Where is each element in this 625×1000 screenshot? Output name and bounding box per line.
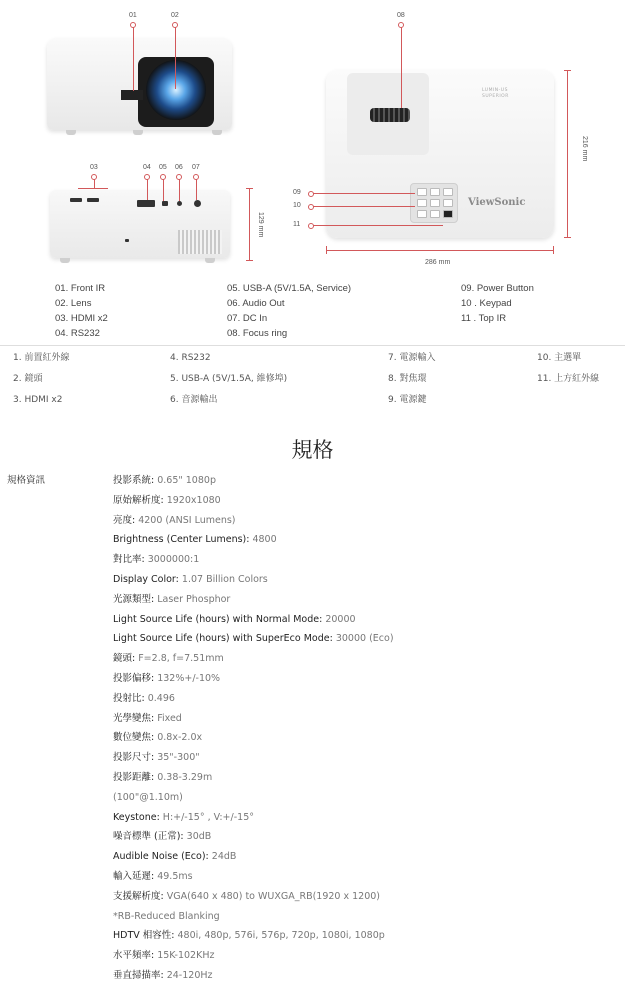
spec-row bbox=[113, 949, 214, 963]
legend-item: 11. 上方紅外線 bbox=[537, 374, 600, 384]
legend-item: 02. Lens bbox=[55, 298, 92, 309]
callout-dot bbox=[308, 223, 314, 229]
spec-row bbox=[113, 672, 220, 686]
spec-row bbox=[113, 593, 230, 607]
legend-item: 3. HDMI x2 bbox=[13, 395, 63, 405]
callout-07: 07 bbox=[192, 164, 200, 171]
callout-line bbox=[175, 27, 176, 89]
width-dimension-line bbox=[326, 250, 554, 251]
legend-zh-col1 bbox=[13, 352, 69, 415]
spec-key: Keystone: bbox=[113, 811, 160, 823]
spec-value: H:+/-15° , V:+/-15° bbox=[159, 811, 254, 823]
spec-key: 水平頻率: bbox=[113, 950, 155, 962]
brand-logo: ViewSonic bbox=[468, 197, 526, 208]
spec-row bbox=[113, 751, 200, 765]
spec-key: 投影距離: bbox=[113, 772, 155, 783]
key bbox=[443, 199, 453, 207]
spec-value: VGA(640 x 480) to WUXGA_RB(1920 x 1200) bbox=[163, 890, 381, 902]
dimension-tick bbox=[246, 188, 253, 189]
callout-line bbox=[313, 225, 443, 226]
spec-key: 數位變焦: bbox=[113, 732, 155, 744]
dimension-tick bbox=[564, 70, 571, 71]
spec-value: 1.07 Billion Colors bbox=[178, 574, 268, 585]
callout-line bbox=[196, 179, 197, 200]
spec-row bbox=[113, 533, 277, 547]
front-ir-sensor bbox=[121, 90, 143, 100]
keypad bbox=[410, 183, 458, 223]
spec-value: 30dB bbox=[183, 831, 212, 843]
key bbox=[430, 188, 440, 196]
legend-en-col1 bbox=[55, 281, 108, 341]
spec-row bbox=[113, 890, 380, 904]
callout-09: 09 bbox=[293, 189, 301, 196]
height-dimension-line bbox=[249, 188, 250, 261]
legend-item: 7. 電源輸入 bbox=[388, 353, 436, 363]
spec-key: 噪音標準 (正常): bbox=[113, 831, 184, 843]
spec-key: 鏡頭: bbox=[113, 653, 136, 665]
top-ir-sensor bbox=[443, 210, 453, 218]
dimension-tick bbox=[564, 237, 571, 238]
legend-item: 8. 對焦環 bbox=[388, 374, 427, 384]
legend-en-col3 bbox=[461, 281, 534, 326]
top-logo-line: LUMIN-US bbox=[482, 88, 508, 93]
spec-value: 4200 (ANSI Lumens) bbox=[135, 514, 236, 526]
spec-value: 0.38-3.29m bbox=[154, 772, 213, 783]
legend-item: 11 . Top IR bbox=[461, 313, 507, 324]
spec-row bbox=[113, 652, 224, 666]
spec-value: 132%+/-10% bbox=[154, 673, 221, 684]
callout-06: 06 bbox=[175, 164, 183, 171]
legend-item: 01. Front IR bbox=[55, 283, 106, 294]
legend-item: 2. 鏡頭 bbox=[13, 374, 43, 384]
vent-grille bbox=[178, 230, 222, 254]
spec-value: 4800 bbox=[249, 534, 277, 546]
spec-value: Fixed bbox=[154, 712, 182, 724]
divider bbox=[0, 345, 625, 346]
callout-line bbox=[163, 179, 164, 201]
key bbox=[417, 199, 427, 207]
callout-line bbox=[313, 206, 415, 207]
legend-item: 09. Power Button bbox=[461, 283, 534, 294]
dimension-tick bbox=[326, 246, 327, 254]
spec-row bbox=[113, 613, 356, 627]
callout-dot bbox=[308, 191, 314, 197]
width-dimension: 286 mm bbox=[425, 259, 451, 266]
spec-row bbox=[113, 870, 193, 884]
legend-item: 1. 前置紅外線 bbox=[13, 353, 70, 363]
spec-key: 光源類型: bbox=[113, 593, 155, 605]
key bbox=[443, 188, 453, 196]
usb-port bbox=[162, 201, 168, 206]
spec-value: 15K-102KHz bbox=[154, 950, 215, 962]
spec-row bbox=[113, 573, 268, 587]
spec-key: Light Source Life (hours) with Normal Mode: bbox=[113, 613, 323, 625]
dimension-tick bbox=[553, 246, 554, 254]
spec-key: 投影尺寸: bbox=[113, 752, 155, 764]
lock-slot bbox=[125, 239, 129, 242]
legend-item: 6. 音源輸出 bbox=[170, 395, 218, 405]
foot bbox=[133, 130, 143, 135]
foot bbox=[212, 130, 222, 135]
spec-key: 亮度: bbox=[113, 514, 136, 526]
spec-row bbox=[113, 494, 221, 508]
callout-02: 02 bbox=[171, 12, 179, 19]
spec-row bbox=[113, 692, 175, 706]
spec-row bbox=[113, 514, 236, 528]
legend-item: 08. Focus ring bbox=[227, 328, 288, 339]
spec-value: 1920x1080 bbox=[163, 494, 221, 506]
key bbox=[417, 188, 427, 196]
spec-row bbox=[113, 830, 211, 844]
depth-dimension: 216 mm bbox=[581, 136, 588, 162]
height-dimension: 129 mm bbox=[257, 212, 264, 238]
spec-key: Light Source Life (hours) with SuperEco Mode: bbox=[113, 633, 333, 645]
rs232-port bbox=[137, 200, 155, 207]
spec-value: *RB-Reduced Blanking bbox=[113, 910, 220, 922]
spec-value: (100"@1.10m) bbox=[113, 791, 183, 803]
key bbox=[430, 210, 440, 218]
spec-key: 原始解析度: bbox=[113, 494, 164, 506]
callout-line bbox=[401, 27, 402, 108]
spec-value: 30000 (Eco) bbox=[332, 633, 394, 645]
spec-key: 投射比: bbox=[113, 692, 145, 704]
callout-line bbox=[313, 193, 415, 194]
legend-item: 06. Audio Out bbox=[227, 298, 285, 309]
legend-item: 10 . Keypad bbox=[461, 298, 512, 309]
spec-value: 3000000:1 bbox=[144, 554, 200, 566]
spec-row bbox=[113, 553, 199, 567]
legend-item: 04. RS232 bbox=[55, 328, 100, 339]
legend-item: 05. USB-A (5V/1.5A, Service) bbox=[227, 283, 352, 294]
foot bbox=[60, 258, 70, 263]
spec-value: 24dB bbox=[208, 851, 237, 863]
spec-value: 0.8x-2.0x bbox=[154, 732, 203, 744]
spec-row bbox=[113, 731, 202, 745]
legend-en-col2 bbox=[227, 281, 351, 341]
hdmi-port bbox=[87, 198, 99, 202]
legend-item: 10. 主選單 bbox=[537, 353, 582, 363]
spec-key: 光學變焦: bbox=[113, 712, 155, 724]
spec-key: 垂直掃描率: bbox=[113, 970, 164, 981]
spec-value: 480i, 480p, 576i, 576p, 720p, 1080i, 1080p bbox=[174, 930, 385, 942]
spec-key: Audible Noise (Eco): bbox=[113, 851, 209, 863]
spec-key: 對比率: bbox=[113, 554, 145, 566]
spec-row bbox=[113, 969, 213, 983]
spec-value: 49.5ms bbox=[154, 871, 193, 882]
key bbox=[417, 210, 427, 218]
spec-key: Display Color: bbox=[113, 574, 179, 585]
hdmi-port bbox=[70, 198, 82, 202]
callout-11: 11 bbox=[293, 221, 301, 228]
spec-row bbox=[113, 712, 182, 726]
spec-value: 20000 bbox=[322, 613, 356, 625]
legend-zh-col2 bbox=[170, 352, 287, 415]
legend-item: 03. HDMI x2 bbox=[55, 313, 108, 324]
spec-value: 0.496 bbox=[144, 692, 175, 704]
callout-10: 10 bbox=[293, 202, 301, 209]
callout-dot bbox=[308, 204, 314, 210]
callout-04: 04 bbox=[143, 164, 151, 171]
foot bbox=[205, 258, 215, 263]
foot bbox=[66, 130, 76, 135]
spec-row bbox=[113, 474, 216, 488]
spec-value: 24-120Hz bbox=[163, 970, 213, 981]
spec-key: HDTV 相容性: bbox=[113, 930, 175, 942]
spec-value: 35"-300" bbox=[154, 752, 200, 764]
spec-key: 投影偏移: bbox=[113, 673, 155, 684]
spec-key: 輸入延遲: bbox=[113, 871, 155, 882]
lens-icon bbox=[146, 60, 206, 120]
dimension-tick bbox=[246, 260, 253, 261]
spec-key: 支援解析度: bbox=[113, 890, 164, 902]
spec-row bbox=[113, 791, 183, 805]
callout-line bbox=[78, 188, 108, 189]
callout-line bbox=[133, 27, 134, 91]
callout-05: 05 bbox=[159, 164, 167, 171]
spec-value: 0.65" 1080p bbox=[154, 475, 216, 486]
legend-item: 5. USB-A (5V/1.5A, 維修埠) bbox=[170, 374, 288, 384]
spec-row bbox=[113, 771, 212, 785]
callout-line bbox=[147, 179, 148, 200]
legend-item: 9. 電源鍵 bbox=[388, 395, 427, 405]
callout-line bbox=[94, 179, 95, 189]
spec-row bbox=[113, 910, 220, 924]
spec-section-label: 規格資訊 bbox=[7, 475, 46, 486]
spec-row bbox=[113, 811, 254, 825]
key bbox=[430, 199, 440, 207]
spec-row bbox=[113, 929, 385, 943]
legend-zh-col3 bbox=[388, 352, 435, 415]
callout-line bbox=[179, 179, 180, 201]
focus-ring bbox=[370, 108, 410, 122]
spec-row bbox=[113, 850, 236, 864]
spec-key: Brightness (Center Lumens): bbox=[113, 534, 250, 546]
dc-in-port bbox=[194, 200, 201, 207]
spec-title: 規格 bbox=[291, 438, 334, 462]
spec-row bbox=[113, 632, 394, 646]
spec-value: Laser Phosphor bbox=[154, 593, 231, 605]
legend-zh-col4 bbox=[537, 352, 599, 394]
spec-value: F=2.8, f=7.51mm bbox=[135, 653, 224, 665]
depth-dimension-line bbox=[567, 70, 568, 238]
top-logo-line: SUPERIOR bbox=[482, 94, 509, 99]
audio-port bbox=[177, 201, 182, 206]
callout-03: 03 bbox=[90, 164, 98, 171]
legend-item: 4. RS232 bbox=[170, 353, 211, 363]
callout-01: 01 bbox=[129, 12, 137, 19]
callout-08: 08 bbox=[397, 12, 405, 19]
spec-key: 投影系統: bbox=[113, 475, 155, 486]
top-logo bbox=[482, 88, 509, 100]
legend-item: 07. DC In bbox=[227, 313, 268, 324]
